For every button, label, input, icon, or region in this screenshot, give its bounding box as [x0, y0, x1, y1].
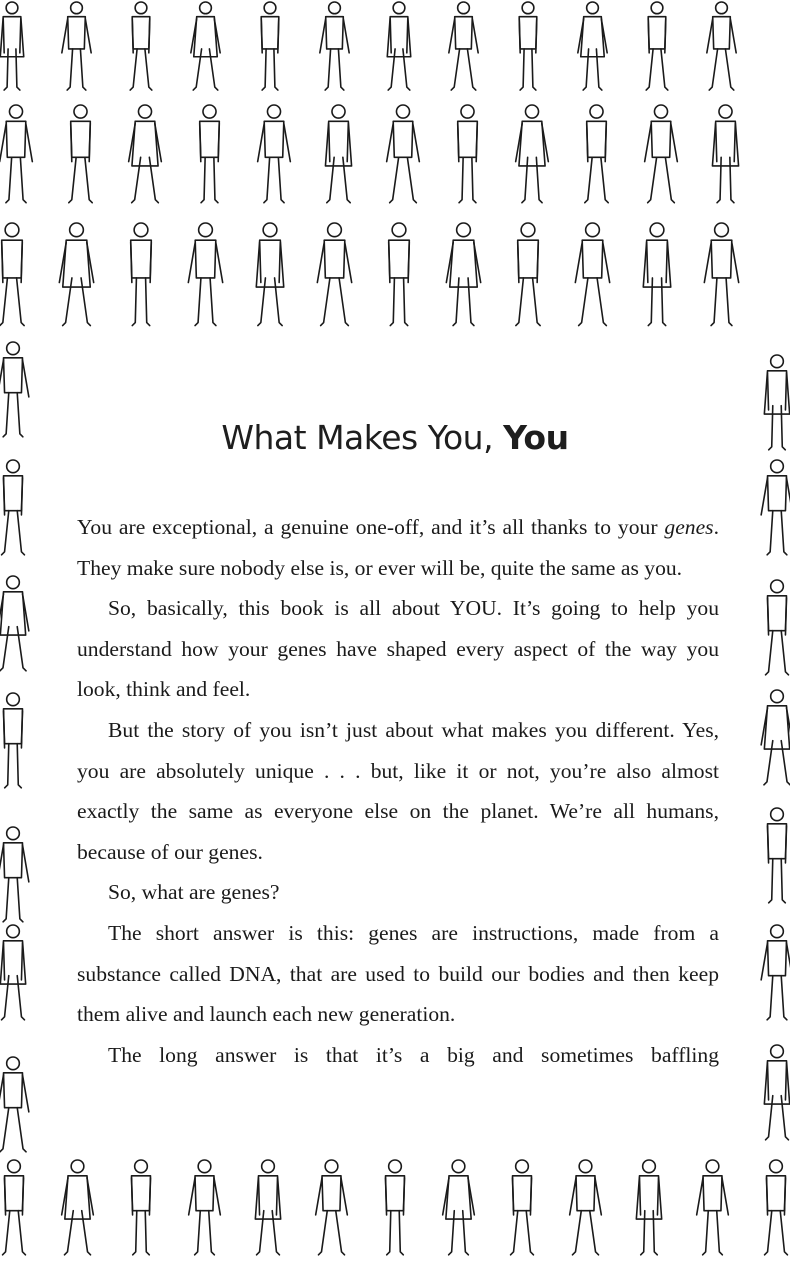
paragraph-4: So, what are genes? [108, 880, 280, 905]
paragraph-1-start: You are exceptional, a genuine one-off, and it’s all thanks to your [77, 515, 665, 539]
person-sketch-icon [446, 223, 480, 326]
person-sketch-icon [4, 693, 23, 788]
person-sketch-icon [0, 105, 32, 203]
person-sketch-icon [761, 925, 790, 1020]
person-sketch-icon [697, 1160, 729, 1255]
person-sketch-icon [132, 1160, 151, 1255]
person-sketch-icon [578, 2, 607, 90]
paragraph-6: The long answer is that it’s a big and sometimes baffling [108, 1042, 719, 1067]
person-sketch-icon [255, 1160, 280, 1255]
person-sketch-icon [325, 105, 351, 203]
person-sketch-icon [766, 580, 789, 675]
paragraph-5: The short answer is this: genes are instructions, made from a substance called DNA, that are used to build our bodies and then keep them alive and launch each new generation. [77, 920, 719, 1027]
person-sketch-icon [62, 2, 91, 90]
person-sketch-icon [256, 223, 283, 326]
page-title-bold: You [503, 418, 569, 457]
person-sketch-icon [458, 105, 478, 203]
person-sketch-icon [316, 1160, 348, 1255]
person-sketch-icon [191, 2, 220, 90]
page-title [0, 418, 790, 457]
paragraph-1-end: . They make sure nobody else is, or ever will be, quite the same as you. [77, 515, 719, 580]
body-text [77, 507, 719, 1075]
paragraph-1-emphasis: genes [664, 515, 714, 539]
person-sketch-icon [0, 925, 25, 1020]
person-sketch-icon [570, 1160, 602, 1255]
paragraph-3: But the story of you isn’t just about what makes you different. Yes, you are absolutely unique . . . but, like it or not, you’re also almost exactly the same as everyone else on the planet. We’re all humans, because of our genes. [77, 717, 719, 864]
person-sketch-icon [0, 1057, 29, 1152]
person-sketch-icon [0, 223, 24, 326]
person-sketch-icon [200, 105, 220, 203]
person-sketch-icon [768, 808, 787, 903]
person-sketch-icon [761, 690, 790, 785]
person-sketch-icon [0, 576, 29, 671]
person-sketch-icon [449, 2, 478, 90]
person-sketch-icon [765, 1160, 788, 1255]
person-sketch-icon [443, 1160, 475, 1255]
person-sketch-icon [258, 105, 291, 203]
person-sketch-icon [0, 827, 29, 922]
paragraph-1 [77, 507, 719, 588]
page-title-regular: What Makes You, [221, 418, 504, 457]
person-sketch-icon [643, 223, 670, 326]
person-sketch-icon [3, 1160, 26, 1255]
person-sketch-icon [636, 1160, 661, 1255]
person-sketch-icon [130, 2, 152, 90]
person-sketch-icon [386, 1160, 405, 1255]
person-sketch-icon [585, 105, 608, 203]
person-sketch-icon [131, 223, 152, 326]
paragraph-2: So, basically, this book is all about YOU. It’s going to help you understand how your genes have shaped every aspect of the way you look, think and feel. [77, 596, 719, 702]
person-sketch-icon [389, 223, 410, 326]
person-sketch-icon [387, 2, 410, 90]
person-sketch-icon [129, 105, 162, 203]
person-sketch-icon [59, 223, 93, 326]
person-sketch-icon [646, 2, 668, 90]
person-sketch-icon [189, 1160, 221, 1255]
person-sketch-icon [317, 223, 351, 326]
person-sketch-icon [764, 1045, 789, 1140]
person-sketch-icon [575, 223, 609, 326]
person-sketch-icon [320, 2, 349, 90]
person-sketch-icon [62, 1160, 94, 1255]
person-sketch-icon [0, 2, 23, 90]
person-sketch-icon [516, 105, 549, 203]
person-sketch-icon [387, 105, 420, 203]
person-sketch-icon [188, 223, 222, 326]
person-sketch-icon [704, 223, 738, 326]
person-sketch-icon [2, 460, 25, 555]
person-sketch-icon [516, 223, 540, 326]
person-sketch-icon [69, 105, 92, 203]
person-sketch-icon [712, 105, 738, 203]
person-sketch-icon [519, 2, 537, 90]
person-sketch-icon [261, 2, 279, 90]
person-sketch-icon [645, 105, 678, 203]
person-sketch-icon [707, 2, 736, 90]
person-sketch-icon [761, 460, 790, 555]
person-sketch-icon [511, 1160, 534, 1255]
